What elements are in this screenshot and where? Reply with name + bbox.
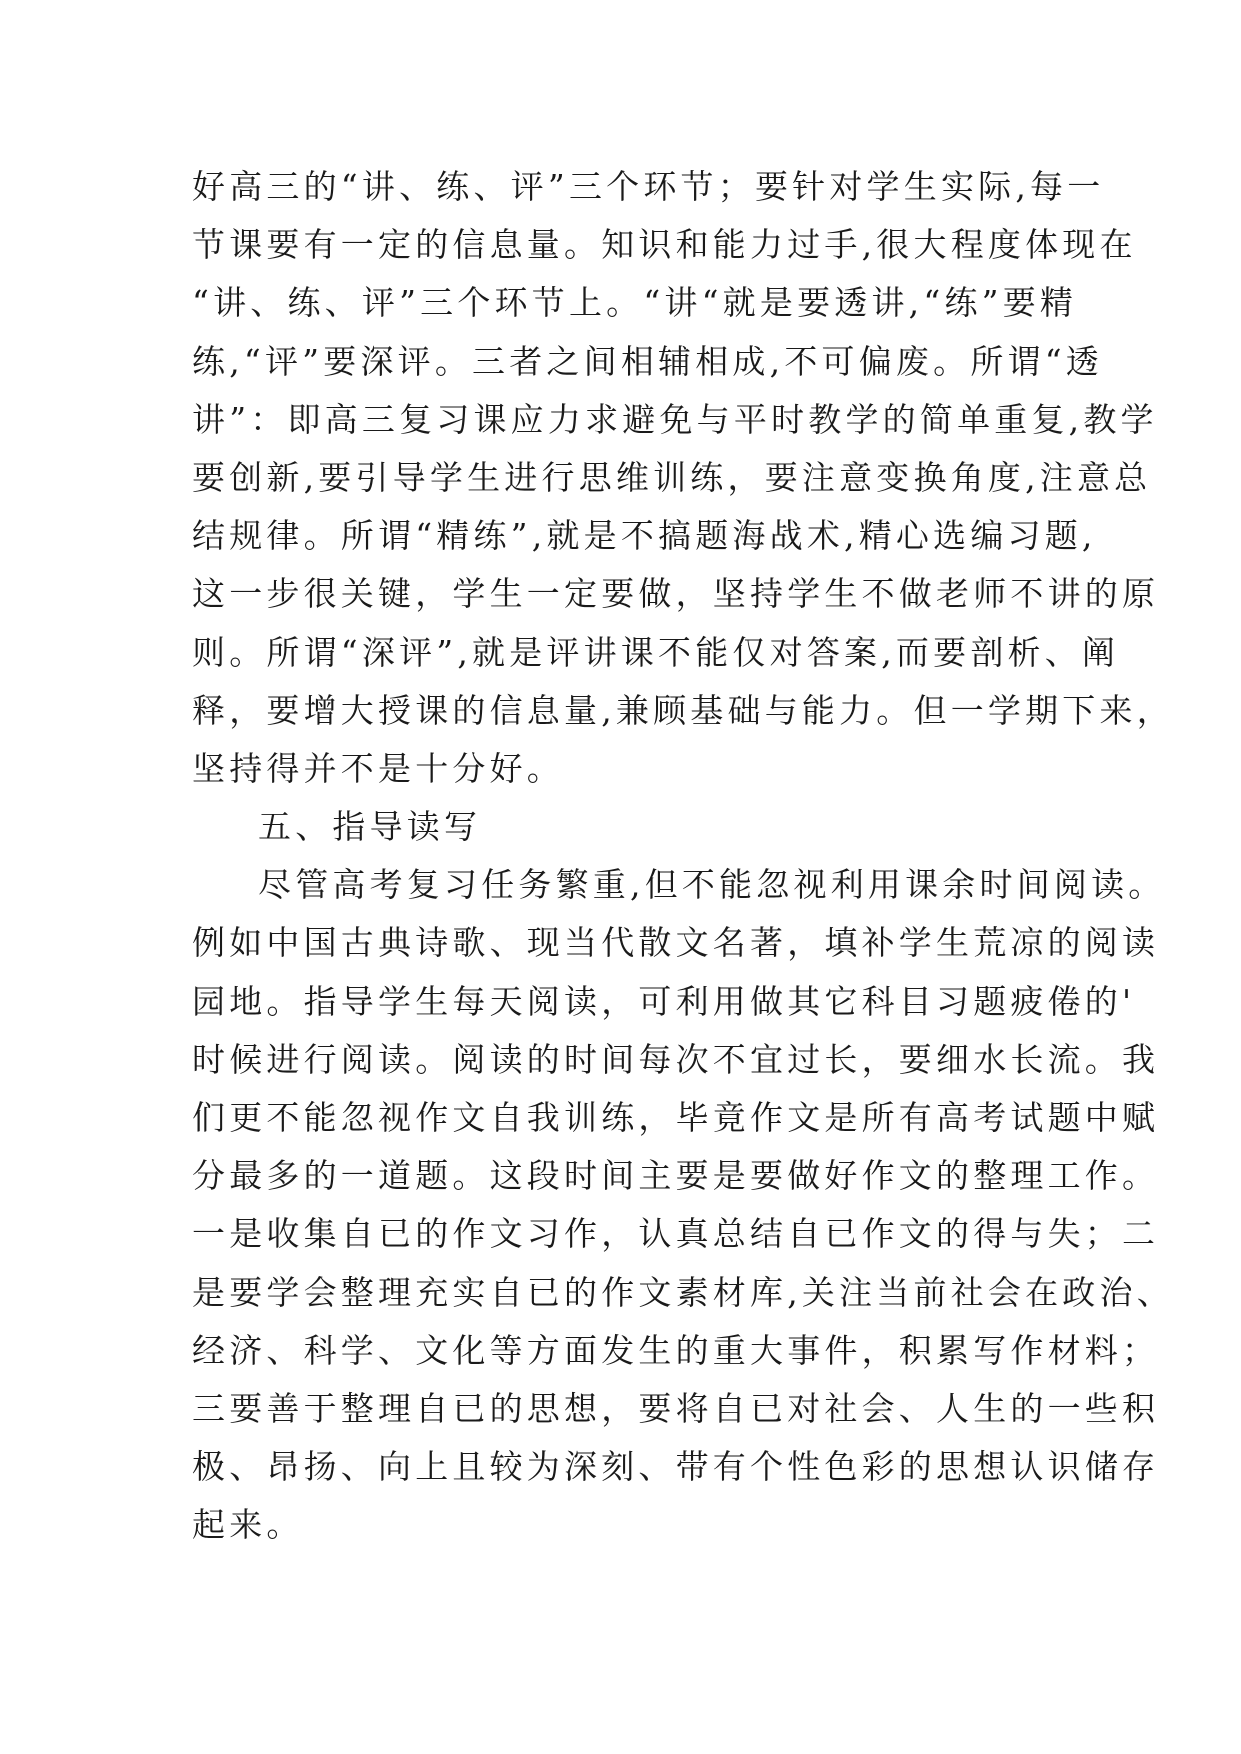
text-line: 坚持得并不是十分好。 [192, 748, 564, 788]
text-line: 则。所谓“深评”,就是评讲课不能仅对答案,而要剖析、阐 [192, 632, 1120, 672]
document-body [192, 158, 1174, 1555]
text-line: 这一步很关键，学生一定要做，坚持学生不做老师不讲的原 [192, 574, 1160, 614]
text-line: 起来。 [192, 1505, 304, 1545]
text-line: 例如中国古典诗歌、现当代散文名著，填补学生荒凉的阅读 [192, 923, 1160, 963]
text-line: 时候进行阅读。阅读的时间每次不宜过长，要细水长流。我 [192, 1039, 1160, 1079]
text-line: 园地。指导学生每天阅读，可利用做其它科目习题疲倦的' [192, 981, 1136, 1021]
text-line: 节课要有一定的信息量。知识和能力过手,很大程度体现在 [192, 225, 1137, 265]
text-line: 经济、科学、文化等方面发生的重大事件，积累写作材料； [192, 1330, 1160, 1370]
text-line: 释，要增大授课的信息量,兼顾基础与能力。但一学期下来， [192, 690, 1174, 730]
text-line: 是要学会整理充实自已的作文素材库,关注当前社会在政治、 [192, 1272, 1174, 1312]
text-line: 结规律。所谓“精练”,就是不搞题海战术,精心选编习题, [192, 516, 1097, 556]
text-line: 好高三的“讲、练、评”三个环节；要针对学生实际,每一 [192, 167, 1105, 206]
text-line: 分最多的一道题。这段时间主要是要做好作文的整理工作。 [192, 1156, 1160, 1196]
text-line: 极、昂扬、向上且较为深刻、带有个性色彩的思想认识储存 [192, 1447, 1160, 1487]
text-line: 练,“评”要深评。三者之间相辅相成,不可偏废。所谓“透 [192, 341, 1103, 381]
section-heading: 五、指导读写 [258, 807, 482, 847]
text-line: “讲、练、评”三个环节上。“讲“就是要透讲,“练”要精 [192, 283, 1078, 323]
text-line: 要创新,要引导学生进行思维训练，要注意变换角度,注意总 [192, 457, 1152, 497]
text-line: 一是收集自已的作文习作，认真总结自已作文的得与失；二 [192, 1214, 1160, 1254]
text-line: 三要善于整理自已的思想，要将自已对社会、人生的一些积 [192, 1388, 1160, 1428]
paragraph-first-line: 尽管高考复习任务繁重,但不能忽视利用课余时间阅读。 [258, 865, 1166, 905]
text-line: 讲”：即高三复习课应力求避免与平时教学的简单重复,教学 [192, 399, 1158, 439]
text-line: 们更不能忽视作文自我训练，毕竟作文是所有高考试题中赋 [192, 1098, 1160, 1137]
